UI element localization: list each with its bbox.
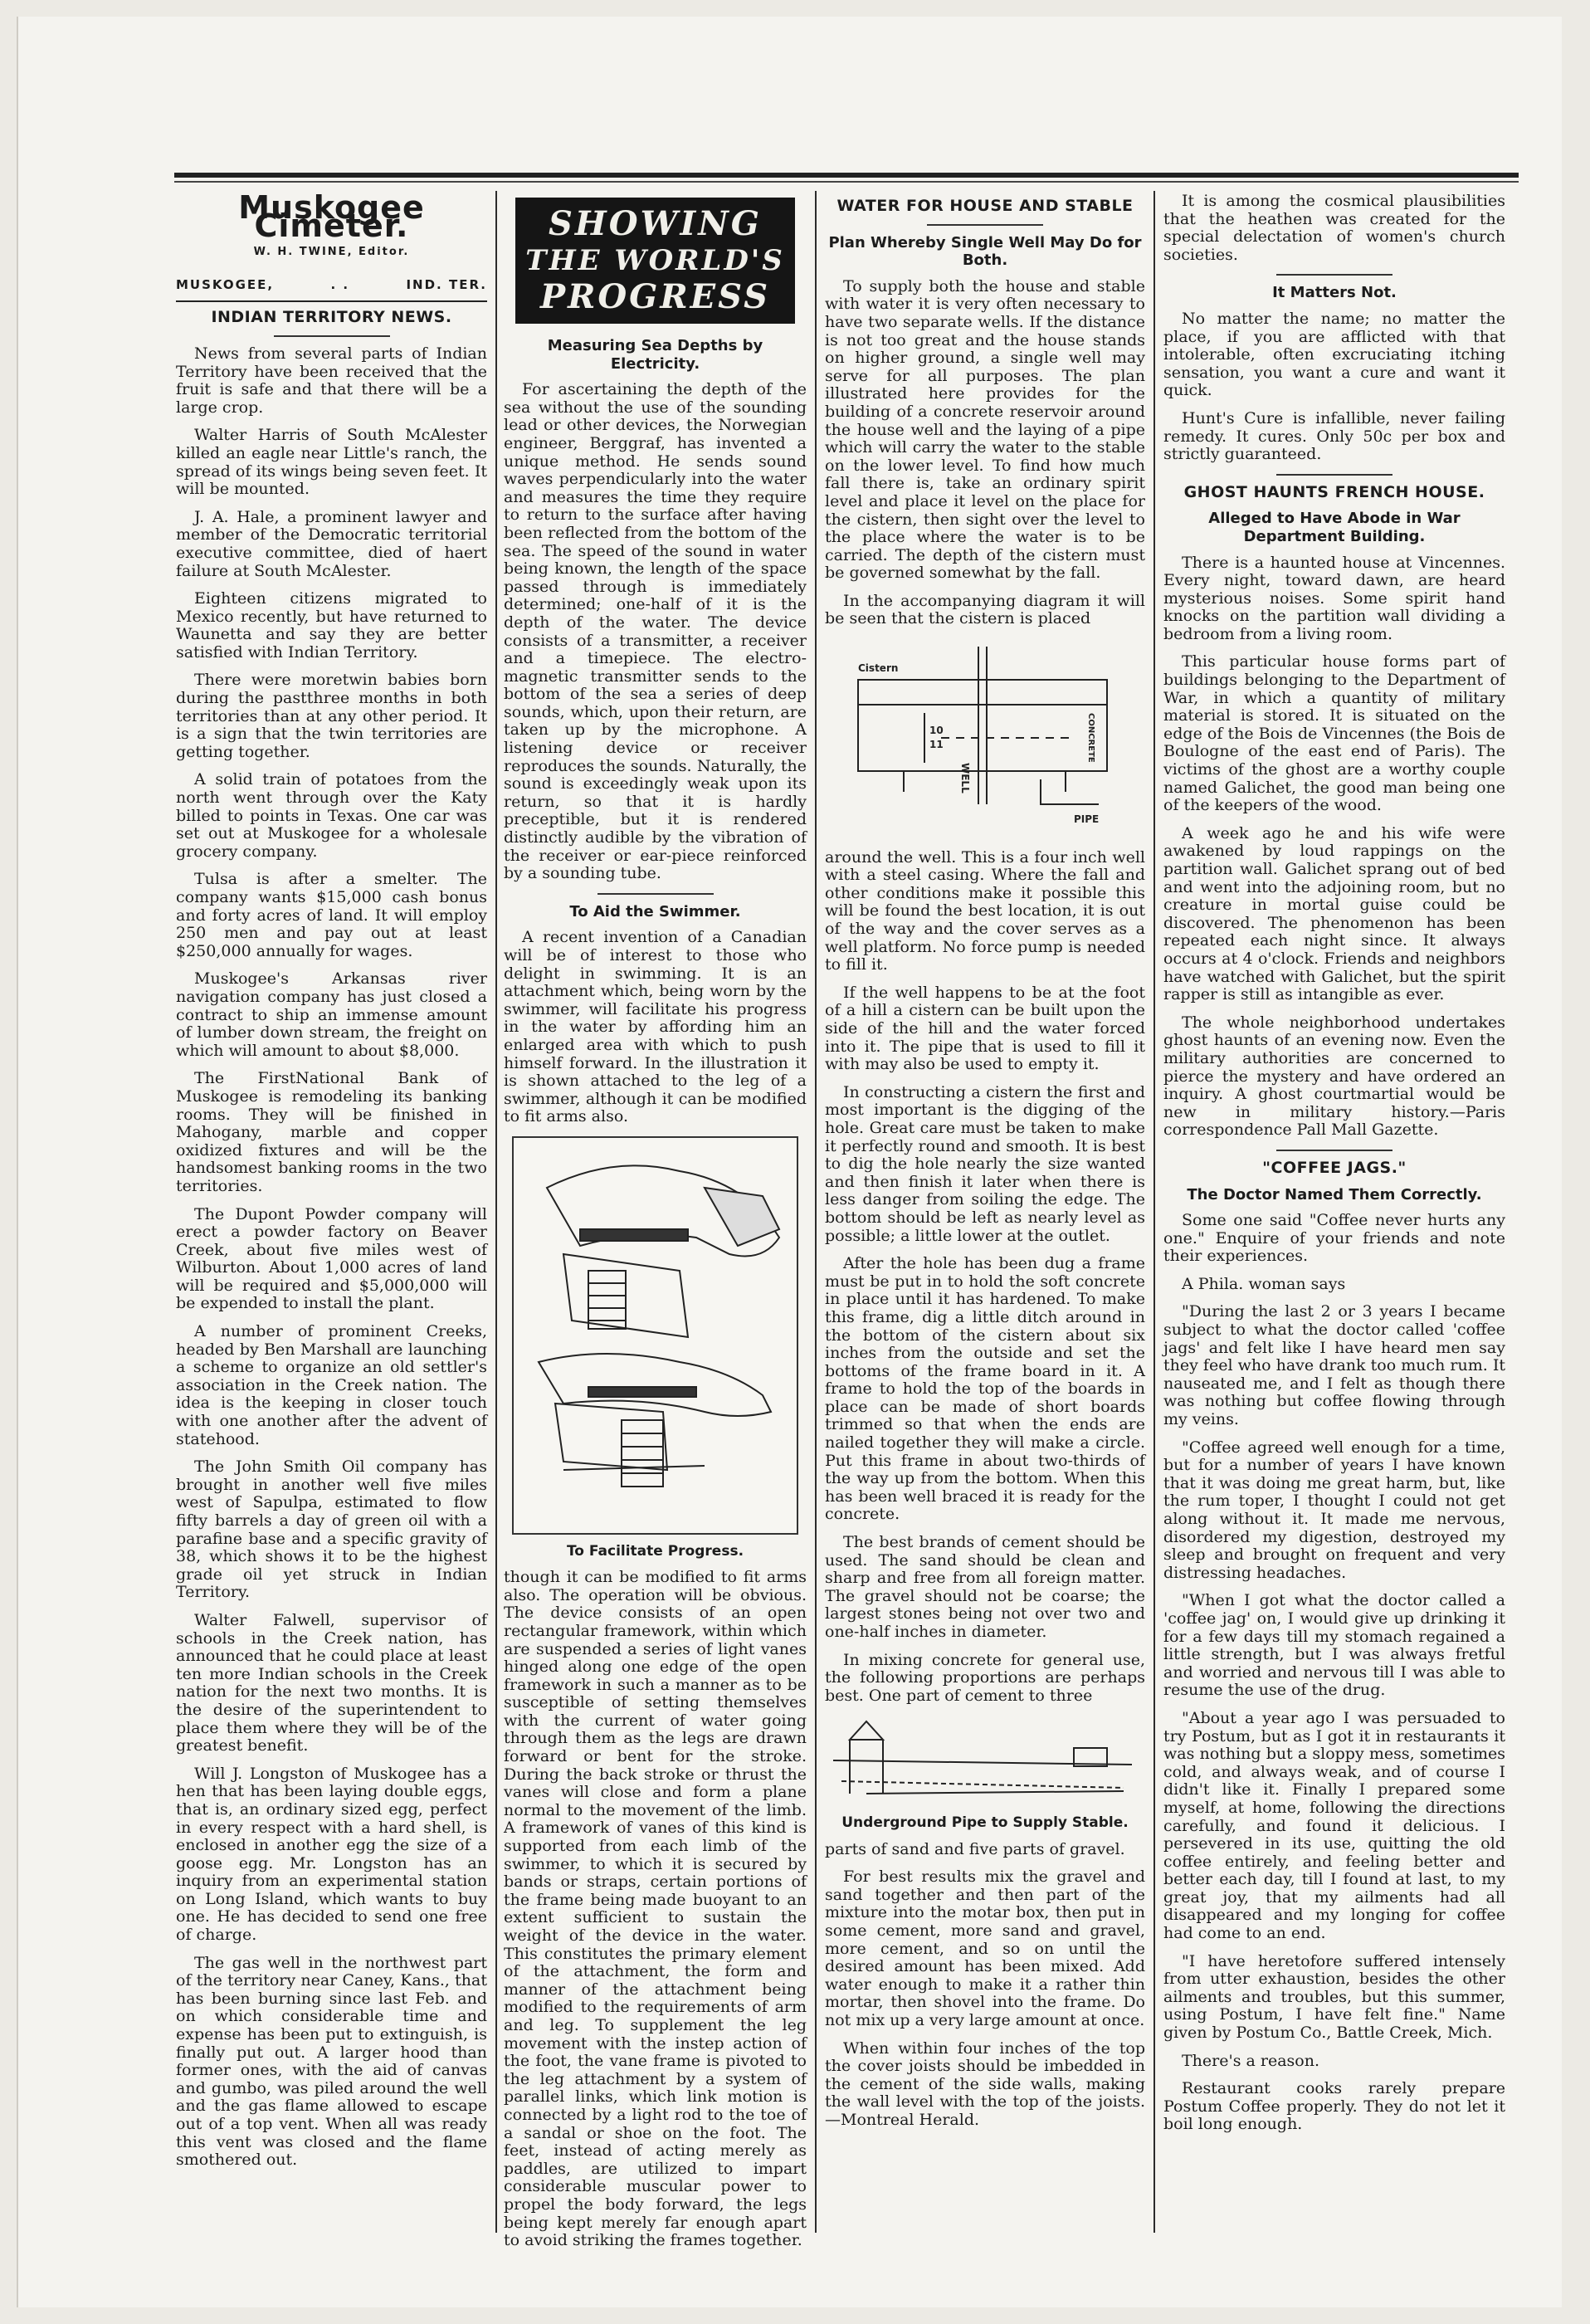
top-rule-thin: [174, 181, 1519, 183]
column-water-house-stable: [825, 193, 1145, 2234]
label-cistern: Cistern: [858, 662, 899, 675]
article-paragraph: around the well. This is a four inch well with a steel casing. Where the fall and other conditions make it possible this will be found the best location, it is out of the way and the cover serves as a well platform. No force pump is needed to fill it.: [825, 847, 1145, 974]
news-item: The gas well in the northwest part of the territory near Caney, Kans., that has been burning since last Feb. and on which considerable time and expense has been put to extinguish, is finally put out. A larger hood than former ones, with the aid of canvas and gumbo, was piled around the well and the gas flame allowed to escape out of a top vent. When all was ready this vent was closed and the flame smothered out.: [176, 1953, 487, 2170]
article-paragraph: For ascertaining the depth of the sea without the use of the sounding lead or other devices, the Norwegian engineer, Berggraf, has invented a unique method. He sends sound waves perpendicularly into the water and measures the time they require to return to the surface after having been reflected from the bottom of the sea. The speed of the sound in water being known, the length of the space passed through is immediately determined; one-half of it is the depth of the water. The device consists of a transmitter, a receiver and a timepiece. The electro-magnetic transmitter sends to the bottom of the sea a series of deep sounds, which, upon their return, are taken up by the microphone. A listening device or receiver reproduces the sounds. Naturally, the sound is exceedingly weak upon its return, so that it is hardly preceptible, but it is rendered distinctly audible by the vibration of the receiver or ear-piece reinforced by a sounding tube.: [504, 380, 807, 883]
section-rule: [1276, 1150, 1392, 1151]
banner-line: SHOWING: [549, 204, 762, 243]
showing-worlds-progress-banner: [515, 198, 795, 324]
label-well: WELL: [959, 763, 971, 793]
section-rule: [1276, 274, 1392, 276]
article-paragraph: When within four inches of the top the cover joists should be imbedded in the cement of the side walls, making the wall level with the top of the joists.—Montreal Herald.: [825, 2038, 1145, 2129]
advert-paragraph: Hunt's Cure is infallible, never failing remedy. It cures. Only 50c per box and strictly guaranteed.: [1163, 408, 1505, 464]
article-paragraph: "During the last 2 or 3 years I became subject to what the doctor called 'coffee jags' and felt like I have heard men say they feel who have drank too much rum. It nauseated me, and I felt as though there was nothing but coffee flowing through my veins.: [1163, 1302, 1505, 1429]
article-paragraph: "When I got what the doctor called a 'coffee jag' on, I would give up drinking it for a few days till my stomach regained a little strength, but I was always fretful and worried and nervous till I was able to resume the use of the drug.: [1163, 1591, 1505, 1700]
masthead-editor: W. H. TWINE, Editor.: [253, 246, 410, 259]
article-subheading: The Doctor Named Them Correctly.: [1187, 1185, 1482, 1204]
article-paragraph: Restaurant cooks rarely prepare Postum Coffee properly. They do not let it boil long enough.: [1163, 2079, 1505, 2134]
article-heading: It Matters Not.: [1272, 284, 1397, 302]
label-11: 11: [929, 739, 944, 751]
masthead-rule: [176, 300, 487, 302]
article-paragraph: In the accompanying diagram it will be seen that the cistern is placed: [825, 591, 1145, 628]
article-paragraph: "I have heretofore suffered intensely from utter exhaustion, besides the other ailments and troubles, but this summer, using Postum, I have felt fine." Name given by Postum Co., Battle Creek, Mich.: [1163, 1951, 1505, 2043]
news-item: A number of prominent Creeks, headed by Ben Marshall are launching a scheme to organize an old settler's association in the Creek nation. The idea is the keeping in closer touch with one another after the advent of statehood.: [176, 1322, 487, 1448]
column-worlds-progress: [504, 193, 807, 2250]
masthead-dateline: [176, 276, 487, 295]
stable-pipe-diagram: [825, 1715, 1145, 1811]
label-pipe: PIPE: [1074, 813, 1100, 826]
article-paragraph: If the well happens to be at the foot of a hill a cistern can be built upon the side of the hill and the water forced into it. The pipe that is used to fill it with may also be used to empty it.: [825, 983, 1145, 1074]
news-item: Walter Harris of South McAlester killed an eagle near Little's ranch, the spread of its wings being seven feet. It will be mounted.: [176, 426, 487, 499]
cistern-diagram-drawing: [825, 638, 1145, 837]
article-paragraph: This particular house forms part of buildings belonging to the Department of War, in which a quantity of military material is stored. It is situated on the edge of the Bois de Vincennes (the Bois de Boulogne of the east end of Paris). The victims of the ghost are a worthy couple named Galichet, the good man being one of the keepers of the wood.: [1163, 652, 1505, 815]
news-item: The John Smith Oil company has brought in another well five miles west of Sapulpa, estimated to flow fifty barrels a day of green oil with a parafine base and a specific gravity of 38, which shows it to be the highest grade oil yet struck in Indian Territory.: [176, 1457, 487, 1602]
article-paragraph: Some one said "Coffee never hurts any one." Enquire of your friends and note their experiences.: [1163, 1211, 1505, 1266]
column-separator: [1153, 191, 1155, 2233]
article-paragraph: There's a reason.: [1182, 2051, 1319, 2070]
article-heading: WATER FOR HOUSE AND STABLE: [836, 197, 1134, 215]
masthead-title: Muskogee Cimeter.: [238, 189, 425, 244]
news-item: Walter Falwell, supervisor of schools in the Creek nation, has announced that he could place at least ten more Indian schools in the Creek nation for the next two months. It is the desire of the superintendent to place them where they will be of the greatest benefit.: [176, 1610, 487, 1755]
newspaper-page: [17, 17, 1562, 2307]
column-misc: [1163, 193, 1505, 2234]
article-paragraph: "Coffee agreed well enough for a time, but for a number of years I have known that it was doing me great harm, but, like the rum toper, I thought I could not get along without it. It made me nervous, disordered my digestion, destroyed my sleep and brought on frequent and very distressing headaches.: [1163, 1438, 1505, 1582]
dateline-city: MUSKOGEE,: [176, 276, 275, 292]
dateline-territory: IND. TER.: [406, 276, 487, 292]
swimmer-device-drawing: [514, 1138, 793, 1528]
swimmer-illustration: [512, 1136, 798, 1535]
heading-rule: [274, 335, 390, 337]
stable-pipe-drawing: [825, 1715, 1145, 1806]
article-heading: Measuring Sea Depths by Electricity.: [547, 337, 763, 373]
article-subheading: Plan Whereby Single Well May Do for Both.: [828, 233, 1142, 270]
news-item: The Dupont Powder company will erect a powder factory on Beaver Creek, about five miles west of Wilburton. About 1,000 acres of land will be required and $5,000,000 will be expended to install the plant.: [176, 1204, 487, 1313]
news-item: News from several parts of Indian Territory have been received that the fruit is safe and that there will be a large crop.: [176, 344, 487, 417]
section-rule: [1276, 474, 1392, 476]
article-heading: "COFFEE JAGS.": [1262, 1158, 1407, 1177]
news-item: Eighteen citizens migrated to Mexico recently, but have returned to Waunetta and say they are better satisfied with Indian Territory.: [176, 589, 487, 662]
article-paragraph: There is a haunted house at Vincennes. Every night, toward dawn, are heard mysterious noises. Some spirit hand knocks on the partition wall dividing a bedroom from a living room.: [1163, 553, 1505, 643]
article-paragraph: though it can be modified to fit arms also. The operation will be obvious. The device consists of an open rectangular framework, within which are suspended a series of light vanes hinged along one edge of the open framework in such a manner as to be susceptible of setting themselves with the current of water going through them as the legs are drawn forward or bent for the stroke. During the back stroke or thrust the vanes will close and form a plane normal to the movement of the limb. A framework of vanes of this kind is supported from each limb of the swimmer, to which it is secured by bands or straps, certain portions of the frame being made buoyant to an extent sufficient to sustain the weight of the device in the water. This constitutes the primary element of the attachment, the form and manner of the attachment being modified to the requirements of arm and leg. To supplement the leg movement with the instep action of the foot, the vane frame is pivoted to the leg attachment by a system of parallel links, which link motion is connected by a light rod to the toe of a sandal or shoe on the foot. The feet, instead of acting merely as paddles, are utilized to impart considerable muscular power to propel the body forward, the legs being kept merely far enough apart to avoid striking the frames together.: [504, 1568, 807, 2250]
news-item: The FirstNational Bank of Muskogee is remodeling its banking rooms. They will be finished in Mahogany, marble and copper oxidized fixtures and will be the handsomest banking rooms in the two territories.: [176, 1069, 487, 1195]
dateline-dots: . .: [330, 276, 350, 292]
section-rule: [597, 893, 714, 895]
news-item: Muskogee's Arkansas river navigation company has just closed a contract to ship an immense amount of lumber down stream, the freight on which will amount to about $8,000.: [176, 969, 487, 1060]
banner-line: THE WORLD'S: [525, 244, 785, 277]
article-paragraph: The best brands of cement should be used. The sand should be clean and sharp and free from all foreign matter. The gravel should not be coarse; the largest stones being not over two and one-half inches in diameter.: [825, 1533, 1145, 1641]
article-paragraph: A week ago he and his wife were awakened by loud rappings on the partition wall. Galichet sprang out of bed and went into the adjoining room, but no creature in mortal guise could be discovered. The phenomenon has been repeated each night since. It always occurs at 4 o'clock. Friends and neighbors have watched with Galichet, but the spirit rapper is still as intangible as ever.: [1163, 823, 1505, 1004]
advert-paragraph: No matter the name; no matter the place, if you are afflicted with that intolerable, often excruciating itching sensation, you want a cure and want it quick.: [1163, 309, 1505, 400]
article-paragraph: In constructing a cistern the first and most important is the digging of the hole. Great care must be taken to make it perfectly round and smooth. It is best to dig the hole nearly the size wanted and then finish it later when there is less danger from soiling the edge. The bottom should be left as nearly level as possible; a little lower at the outlet.: [825, 1082, 1145, 1245]
label-10: 10: [929, 725, 944, 737]
article-paragraph: parts of sand and five parts of gravel.: [825, 1839, 1125, 1858]
article-heading: To Aid the Swimmer.: [569, 902, 741, 920]
article-heading: GHOST HAUNTS FRENCH HOUSE.: [1183, 482, 1485, 501]
article-subheading: Alleged to Have Abode in War Department Building.: [1208, 510, 1461, 545]
article-paragraph: "About a year ago I was persuaded to try Postum, but as I got it in restaurants it was nothing but a sloppy mess, sometimes cold, and always weak, and of course I didn't like it. Finally I prepared some myself, at home, following the directions carefully, and found it delicious. I persevered in its use, quitting the old coffee entirely, and feeling better and better each day, till I found at last, to my great joy, that my ailments had all disappeared and my longing for coffee had come to an end.: [1163, 1708, 1505, 1943]
news-item: J. A. Hale, a prominent lawyer and member of the Democratic territorial executive committee, died of haert failure at South McAlester.: [176, 507, 487, 580]
banner-line: PROGRESS: [540, 277, 770, 316]
article-heading: INDIAN TERRITORY NEWS.: [211, 308, 452, 327]
article-paragraph: For best results mix the gravel and sand together and then part of the mixture into the motar box, then put in some cement, more sand and gravel, more cement, and so on until the desired amount has been mixed. Add water enough to make it a rather thin mortar, then shovel into the frame. Do not mix up a very large amount at once.: [825, 1868, 1145, 2029]
heading-rule: [927, 224, 1043, 226]
news-item: Tulsa is after a smelter. The company wants $15,000 cash bonus and forty acres of land. It will employ 250 men and pay out at least $250,000 annually for wages.: [176, 870, 487, 960]
article-paragraph: To supply both the house and stable with water it is very often necessary to have two separate wells. If the distance is not too great and the house stands on higher ground, a single well may serve for all purposes. The plan illustrated here provides for the building of a concrete reservoir around the house well and the laying of a pipe which will carry the water to the stable on the lower level. To find how much fall there is, take an ordinary spirit level and place it level on the place for the cistern, then sight over the level to the place where the water is to be carried. The depth of the cistern must be governed somewhat by the fall.: [825, 276, 1145, 583]
top-rule: [174, 173, 1519, 178]
figure-caption: Underground Pipe to Supply Stable.: [841, 1814, 1129, 1831]
article-paragraph: The whole neighborhood undertakes ghost haunts of an evening now. Even the military authorities are concerned to pierce the mystery and have ordered an inquiry. A ghost courtmartial would be new in military history.—Paris correspondence Pall Mall Gazette.: [1163, 1013, 1505, 1140]
article-paragraph: After the hole has been dug a frame must be put in to hold the soft concrete in place until it has hardened. To make this frame, dig a little ditch around in the bottom of the cistern about six inches from the outside and set the bottoms of the frame board in it. A frame to hold the top of the boards in place can be made of short boards trimmed so that when the ends are nailed together they will make a circle. Put this frame in about two-thirds of the way up from the bottom. When this has been well braced it is ready for the concrete.: [825, 1254, 1145, 1524]
article-paragraph: A recent invention of a Canadian will be of interest to those who delight in swimming. It is an attachment which, being worn by the swimmer, will facilitate his progress in the water by affording him an enlarged area with which to push himself forward. In the illustration it is shown attached to the leg of a swimmer, although it can be modified to fit arms also.: [504, 928, 807, 1126]
column-indian-territory-news: [176, 189, 487, 2234]
article-paragraph: A Phila. woman says: [1182, 1274, 1346, 1293]
article-paragraph: It is among the cosmical plausibilities that the heathen was created for the special delectation of women's church societies.: [1163, 192, 1505, 264]
article-paragraph: In mixing concrete for general use, the following proportions are perhaps best. One part of cement to three: [825, 1650, 1145, 1705]
cistern-diagram: [825, 638, 1145, 842]
column-separator: [815, 191, 817, 2233]
news-item: A solid train of potatoes from the north went through over the Katy billed to points in Texas. One car was set out at Muskogee for a wholesale grocery company.: [176, 770, 487, 861]
column-separator: [495, 191, 497, 2233]
label-concrete: CONCRETE: [1086, 713, 1095, 763]
news-item: Will J. Longston of Muskogee has a hen that has been laying double eggs, that is, an ordinary sized egg, perfect in every respect with a hard shell, is enclosed in another egg the size of a goose egg. Mr. Longston has an inquiry from an experimental station on Long Island, which wants to buy one. He has decided to send one free of charge.: [176, 1764, 487, 1945]
figure-caption: To Facilitate Progress.: [566, 1542, 744, 1560]
news-item: There were moretwin babies born during the pastthree months in both territories than at any other period. It is a sign that the twin territories are getting together.: [176, 671, 487, 761]
